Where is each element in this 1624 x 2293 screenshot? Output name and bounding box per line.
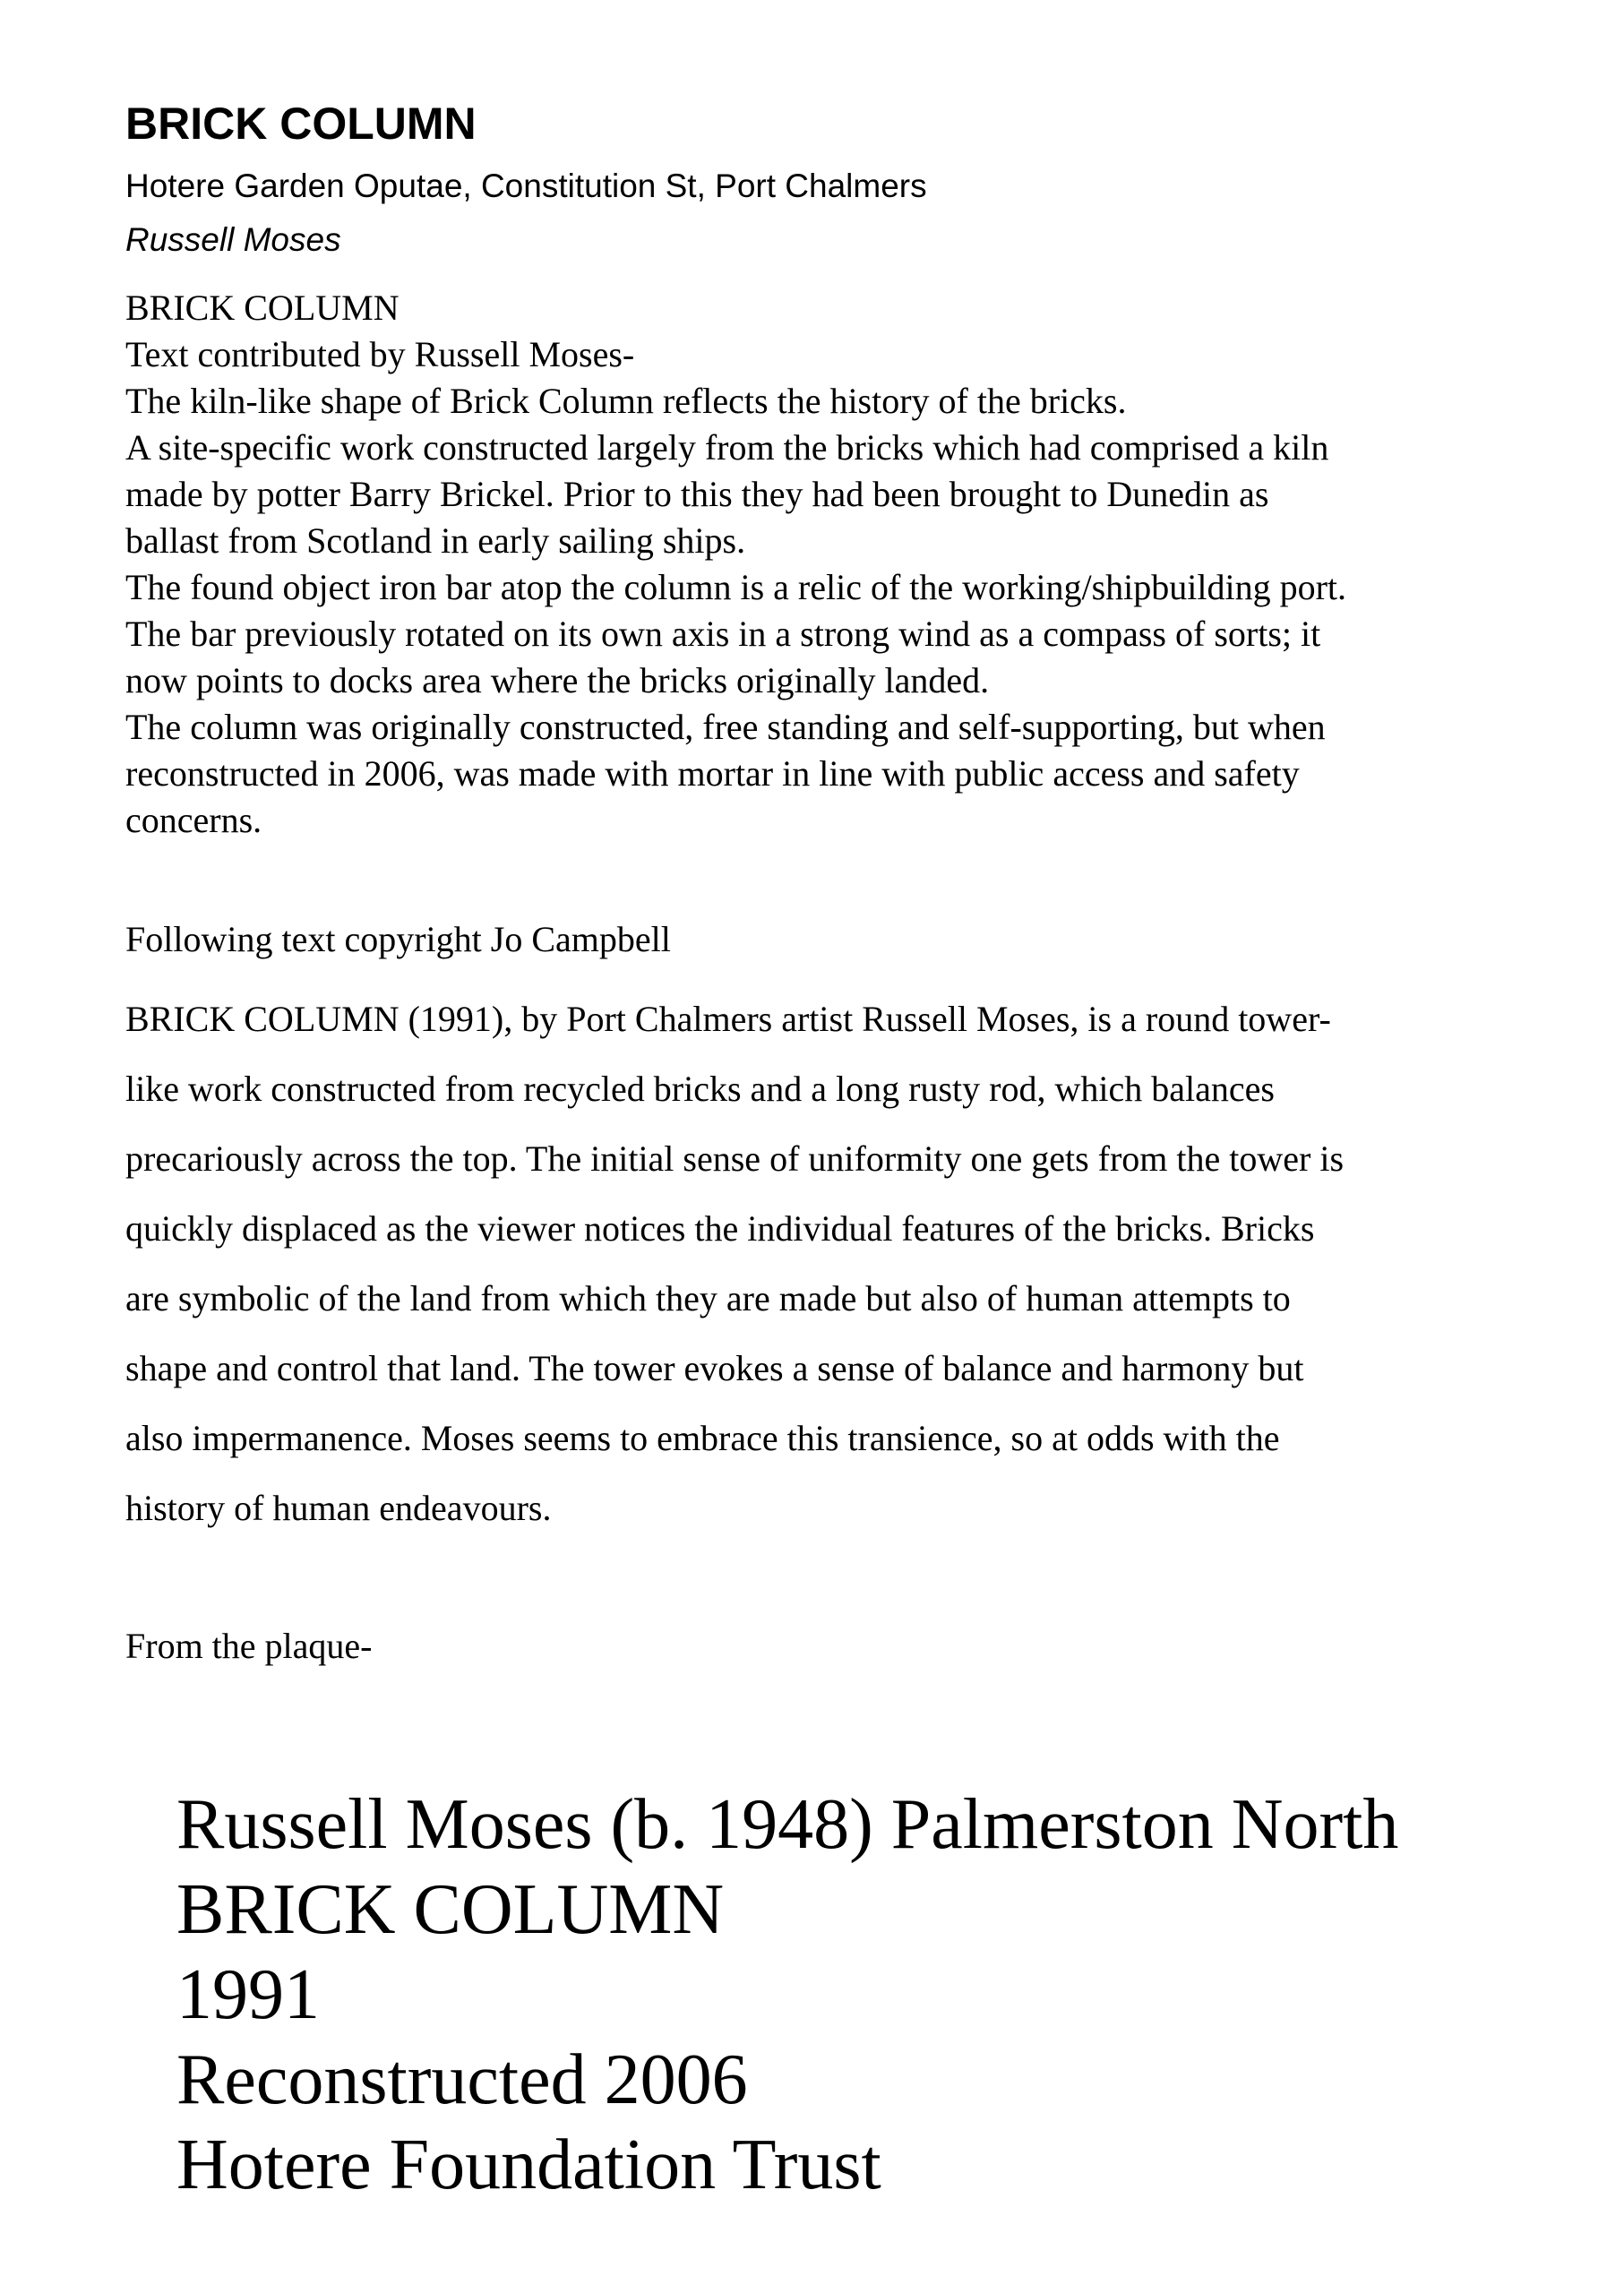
location-line: Hotere Garden Oputae, Constitution St, Port Chalmers	[125, 167, 927, 204]
copyright-credit: Following text copyright Jo Campbell	[125, 919, 671, 959]
text-line: also impermanence. Moses seems to embrace this transience, so at odds with the	[125, 1418, 1280, 1458]
artist-name: Russell Moses	[125, 221, 341, 258]
text-line: quickly displaced as the viewer notices the individual features of the bricks. Bricks	[125, 1208, 1315, 1249]
plaque-line: Reconstructed 2006	[176, 2040, 748, 2119]
plaque-line: Hotere Foundation Trust	[176, 2126, 881, 2204]
plaque-text	[176, 1782, 1574, 2208]
plaque-line: 1991	[176, 1955, 320, 2034]
text-line: The kiln-like shape of Brick Column reflects the history of the bricks.	[125, 381, 1127, 421]
text-line: BRICK COLUMN	[125, 288, 400, 328]
text-line: Text contributed by Russell Moses-	[125, 334, 635, 374]
text-line: history of human endeavours.	[125, 1488, 552, 1528]
text-line: The found object iron bar atop the column is a relic of the working/shipbuilding port.	[125, 567, 1347, 607]
text-line: reconstructed in 2006, was made with mortar in line with public access and safety	[125, 753, 1300, 794]
text-line: ballast from Scotland in early sailing ships.	[125, 520, 746, 561]
plaque-line: Russell Moses (b. 1948) Palmerston North	[176, 1785, 1399, 1864]
text-line: are symbolic of the land from which they are made but also of human attempts to	[125, 1278, 1291, 1318]
plaque-intro: From the plaque-	[125, 1626, 373, 1666]
artist-text-block	[125, 285, 1523, 844]
text-line: shape and control that land. The tower evokes a sense of balance and harmony but	[125, 1348, 1304, 1388]
plaque-line: BRICK COLUMN	[176, 1870, 725, 1949]
text-line: precariously across the top. The initial sense of uniformity one gets from the tower is	[125, 1138, 1345, 1179]
text-line: The column was originally constructed, free standing and self-supporting, but when	[125, 707, 1326, 747]
text-line: BRICK COLUMN (1991), by Port Chalmers artist Russell Moses, is a round tower-	[125, 999, 1331, 1039]
text-line: now points to docks area where the bricks originally landed.	[125, 660, 990, 700]
document-title: BRICK COLUMN	[125, 99, 477, 149]
text-line: A site-specific work constructed largely from the bricks which had comprised a kiln	[125, 427, 1329, 468]
text-line: like work constructed from recycled bricks and a long rusty rod, which balances	[125, 1069, 1275, 1109]
text-line: concerns.	[125, 800, 262, 840]
campbell-text-block	[125, 984, 1523, 1543]
document-header	[125, 88, 1523, 267]
text-line: made by potter Barry Brickel. Prior to this they had been brought to Dunedin as	[125, 474, 1269, 514]
text-line: The bar previously rotated on its own axis in a strong wind as a compass of sorts; it	[125, 614, 1321, 654]
